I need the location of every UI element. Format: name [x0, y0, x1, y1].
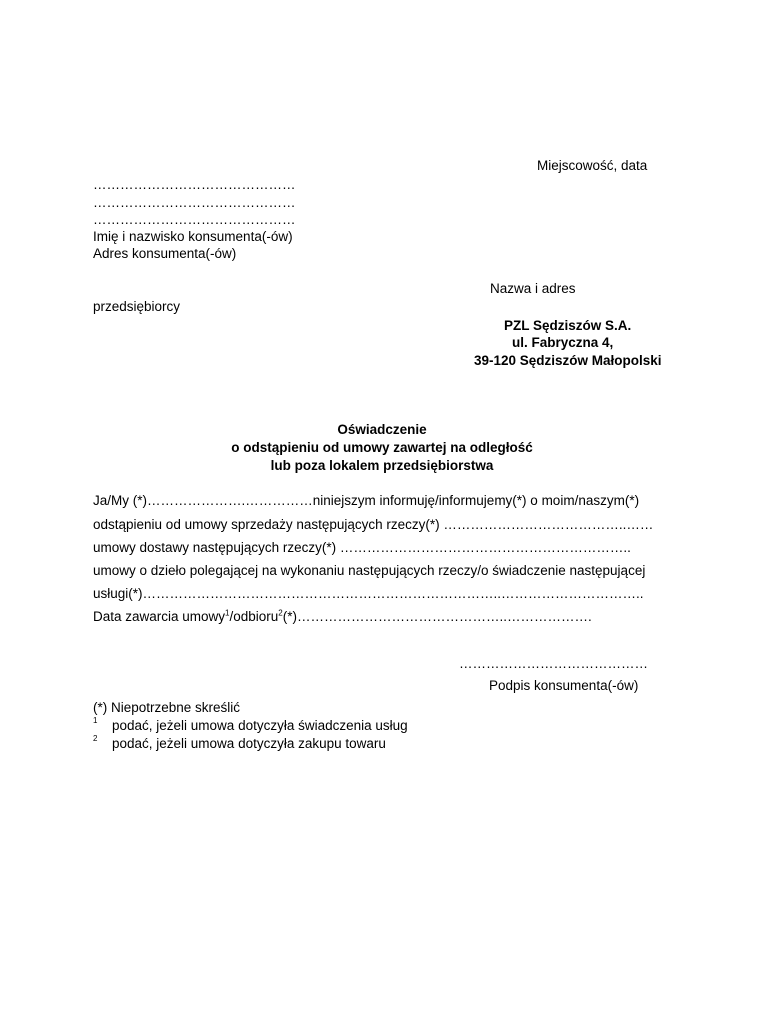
body-line-5: usługi(*)……………………………………………………………………..………………………….. — [93, 586, 644, 601]
signature-dots: …………………………………… — [459, 656, 648, 671]
business-label-part2: przedsiębiorcy — [93, 299, 181, 314]
business-label-part1: Nazwa i adres — [490, 281, 576, 296]
business-name: PZL Sędziszów S.A. — [504, 318, 632, 333]
body-line-2: odstąpieniu od umowy sprzedaży następujących rzeczy(*) …………………………………..…… — [93, 517, 654, 532]
signature-label: Podpis konsumenta(-ów) — [489, 678, 639, 693]
consumer-dots-line-3: ……………………………………… — [93, 212, 296, 227]
body-line-3: umowy dostawy następujących rzeczy(*) ……………………………………………………….. — [93, 540, 631, 555]
consumer-address-label: Adres konsumenta(-ów) — [93, 246, 237, 261]
document-title-line-3: lub poza lokalem przedsiębiorstwa — [270, 458, 494, 473]
body-line-4: umowy o dzieło polegającej na wykonaniu następujących rzeczy/o świadczenie następującej — [93, 563, 646, 578]
consumer-dots-line-2: ……………………………………… — [93, 195, 296, 210]
body-line-6 — [93, 608, 592, 625]
contract-date-label: Data zawarcia umowy — [93, 609, 226, 624]
footnote-2-text: podać, jeżeli umowa dotyczyła zakupu towaru — [112, 736, 386, 751]
business-city: 39-120 Sędziszów Małopolski — [474, 353, 662, 368]
place-date-label: Miejscowość, data — [537, 158, 648, 173]
body-line-1: Ja/My (*)………………….……………niniejszym informuję/informujemy(*) o moim/naszym(*) — [93, 493, 640, 508]
footnote-2-mark: 2 — [93, 734, 98, 743]
document-title-line-2: o odstąpieniu od umowy zawartej na odległość — [231, 440, 533, 455]
receipt-label: /odbioru — [229, 609, 279, 624]
business-street: ul. Fabryczna 4, — [512, 335, 614, 350]
document-title-line-1: Oświadczenie — [337, 422, 427, 437]
consumer-dots-line-1: ……………………………………… — [93, 177, 296, 192]
footnote-ref-2: 2 — [278, 608, 283, 618]
consumer-name-label: Imię i nazwisko konsumenta(-ów) — [93, 229, 293, 244]
footnote-1-mark: 1 — [93, 716, 98, 725]
footnote-1-text: podać, jeżeli umowa dotyczyła świadczenia usług — [112, 718, 408, 733]
footnote-ref-1: 1 — [225, 608, 230, 618]
footnote-asterisk: (*) Niepotrzebne skreślić — [93, 700, 241, 715]
date-dots: (*)………………………………………..………………. — [282, 609, 592, 624]
